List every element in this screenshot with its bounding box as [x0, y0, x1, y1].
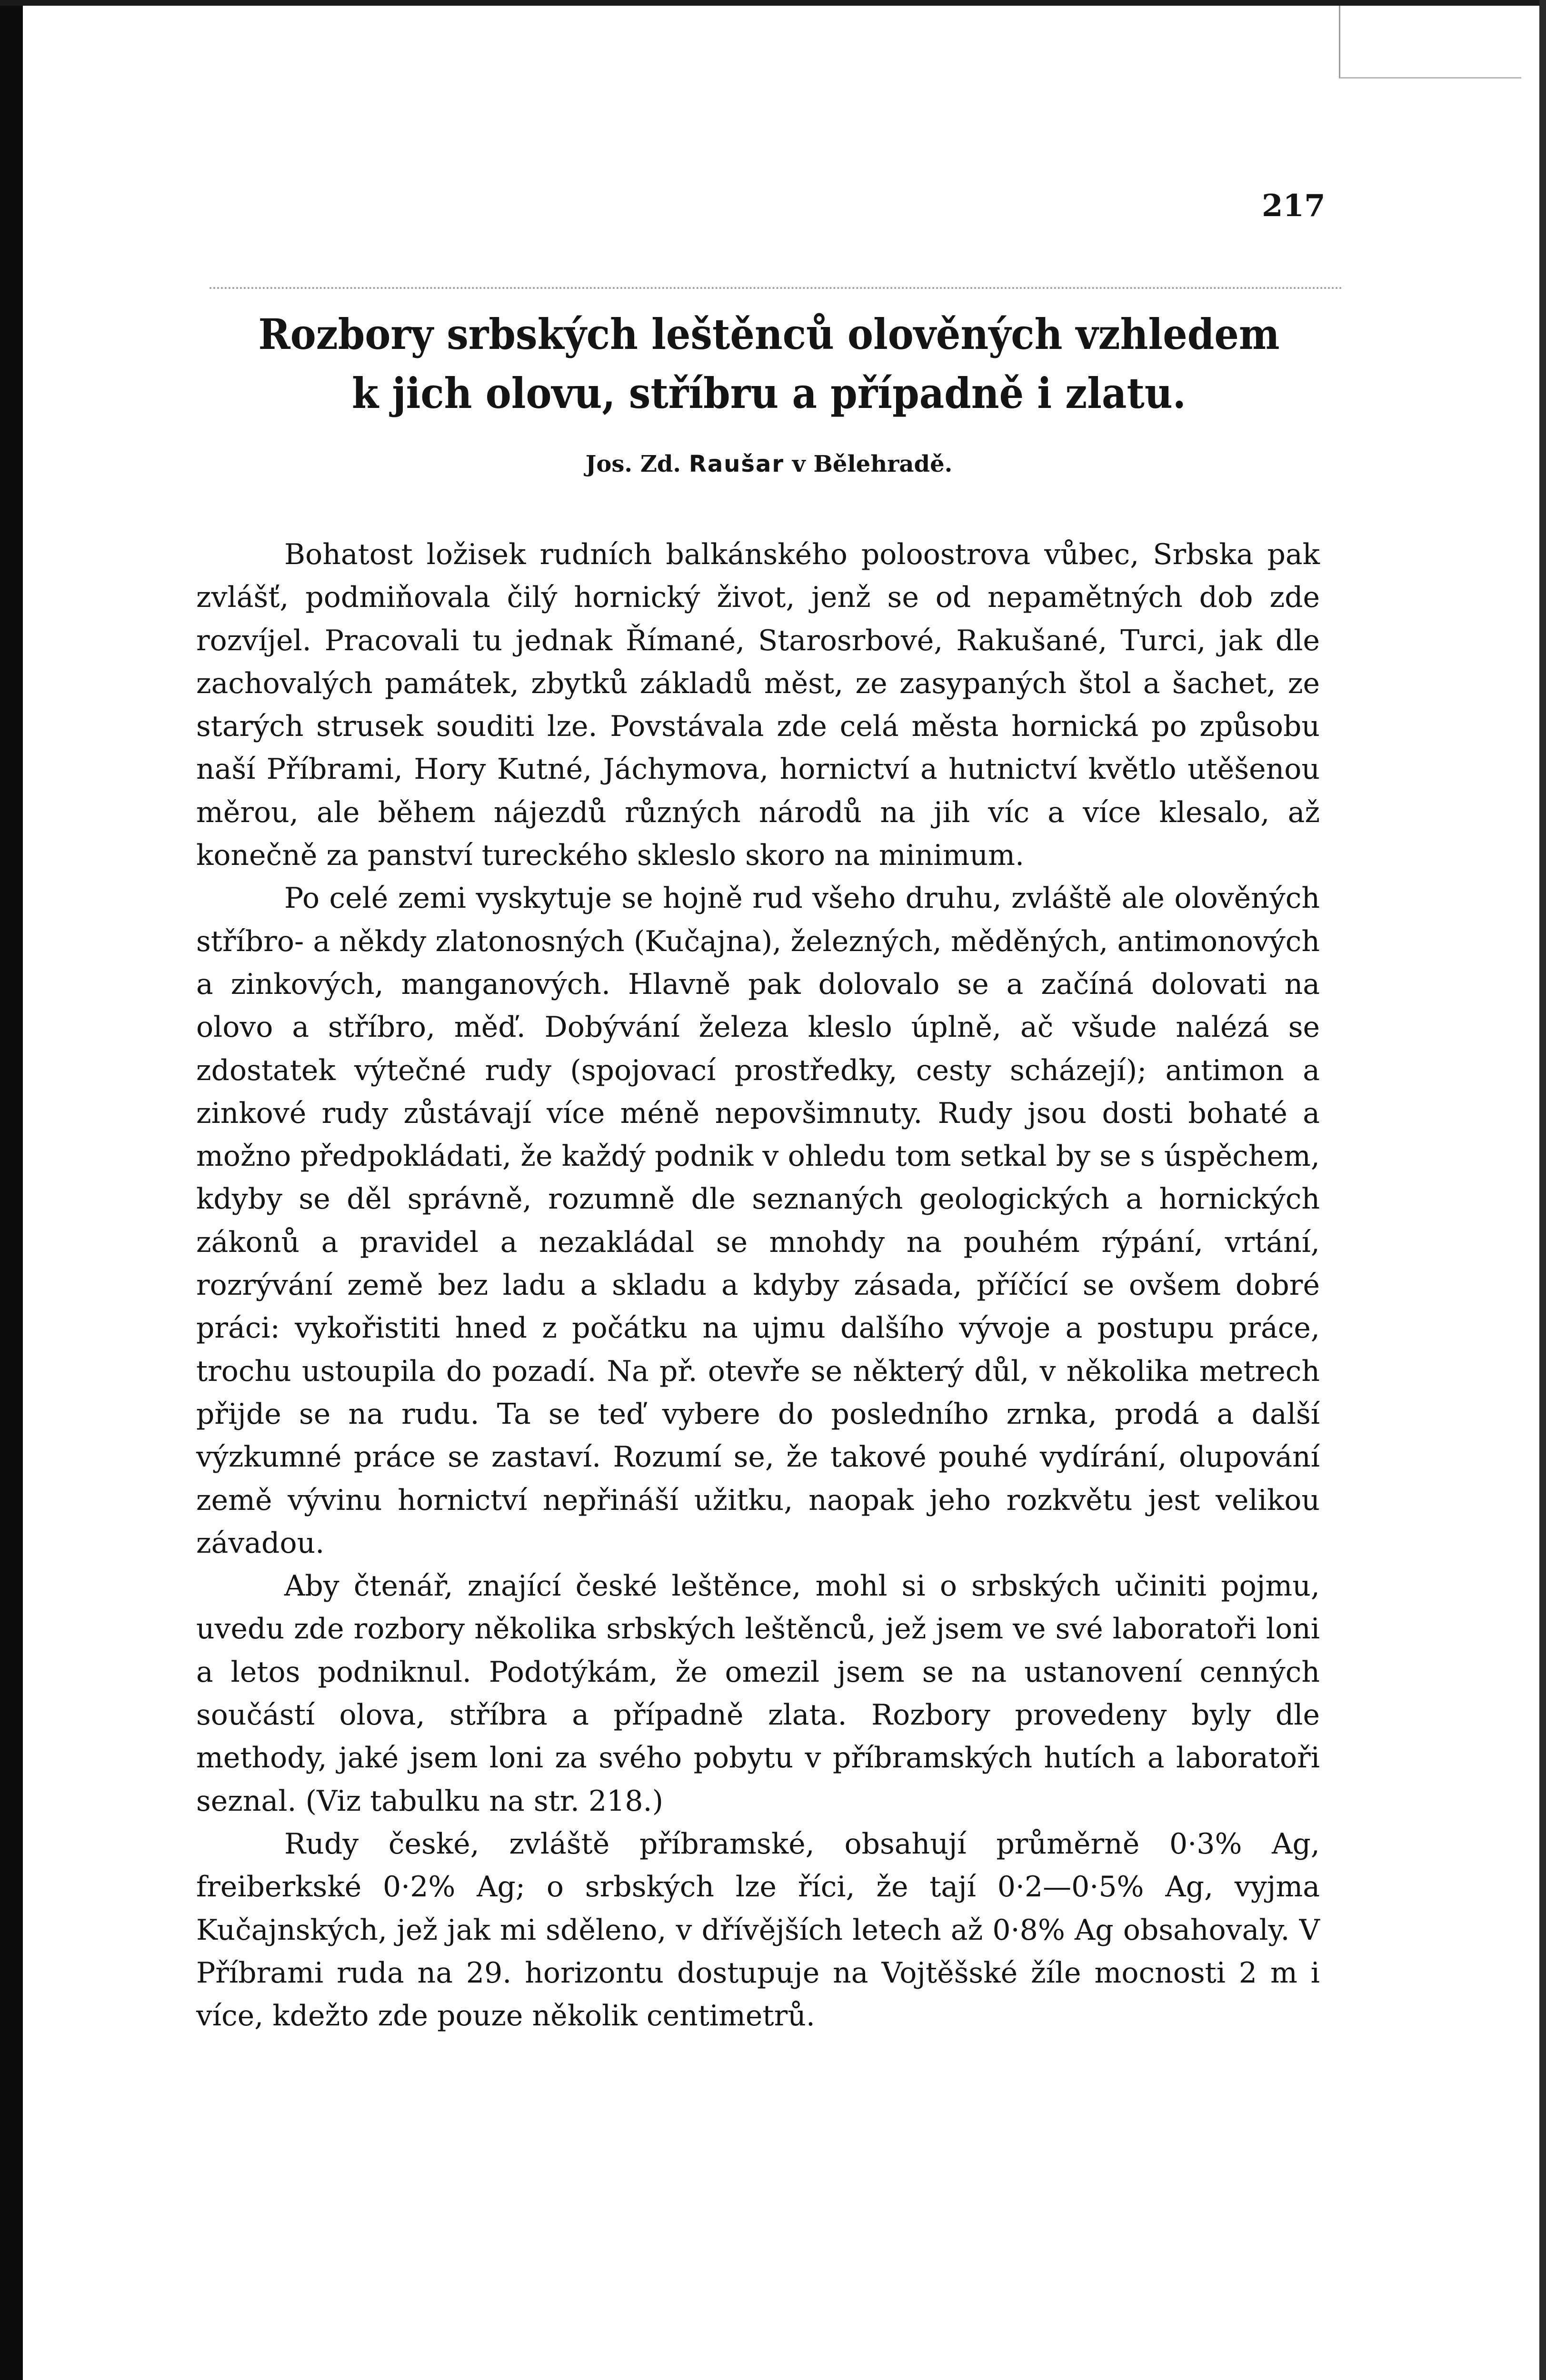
author-location: v Bělehradě. [792, 451, 953, 477]
scan-bleed-box [1339, 6, 1521, 79]
scan-edge-top [0, 0, 1546, 6]
author-line [195, 450, 1343, 478]
scan-edge-right [1539, 0, 1546, 2380]
author-name: Raušar [688, 451, 785, 477]
paragraph: Rudy české, zvláště příbramské, obsahují průměrně 0·3% Ag, freiberkské 0·2% Ag; o srbských lze říci, že tají 0·2—0·5% Ag, vyjma Kučajnských, jež jak mi sděleno, v dřívějších letech až 0·8% Ag obsahovaly. V Příbrami ruda na 29. horizontu dostupuje na Vojtěšské žíle mocnosti 2 m i více, kdežto zde pouze několik centimetrů. [196, 1827, 1320, 2033]
header-rule [209, 287, 1343, 289]
paragraph: Bohatost ložisek rudních balkánského poloostrova vůbec, Srbska pak zvlášť, podmiňovala čilý hornický život, jenž se od nepamětných dob zde rozvíjel. Pracovali tu jednak Římané, Starosrbové, Rakušané, Turci, jak dle zachovalých památek, zbytků základů měst, ze zasypaných štol a šachet, ze starých strusek souditi lze. Povstávala zde celá města hornická po způsobu naší Příbrami, Hory Kutné, Jáchymova, hornictví a hutnictví květlo utěšenou měrou, ale během nájezdů různých národů na jih víc a více klesalo, až konečně za panství tureckého skleslo skoro na minimum. [196, 538, 1320, 873]
article-title: Rozbory srbských leštěnců olověných vzhledem k jich olovu, stříbru a případně i zlatu. [258, 309, 1280, 418]
page-number: 217 [1262, 188, 1326, 224]
article-body [196, 533, 1320, 2037]
author-prefix: Jos. Zd. [585, 451, 681, 477]
paragraph: Po celé zemi vyskytuje se hojně rud všeho druhu, zvláště ale olověných stříbro- a někdy zlatonosných (Kučajna), železných, měděných, antimonových a zinkových, manganových. Hlavně pak dolovalo se a začíná dolovati na olovo a stříbro, měď. Dobývání železa kleslo úplně, ač všude nalézá se zdostatek výtečné rudy (spojovací prostředky, cesty scházejí); antimon a zinkové rudy zůstávají více méně nepovšimnuty. Rudy jsou dosti bohaté a možno předpokládati, že každý podnik v ohledu tom setkal by se s úspěchem, kdyby se děl správně, rozumně dle seznaných geologických a hornických zákonů a pravidel a nezakládal se mnohdy na pouhém rýpání, vrtání, rozrývání země bez ladu a skladu a kdyby zásada, příčící se ovšem dobré práci: vykořistiti hned z počátku na ujmu dalšího vývoje a postupu práce, trochu ustoupila do pozadí. Na př. otevře se některý důl, v několika metrech přijde se na rudu. Ta se teď vybere do posledního zrnka, prodá a další výzkumné práce se zastaví. Rozumí se, že takové pouhé vydírání, olupování země vývinu hornictví nepřináší užitku, naopak jeho rozkvětu jest velikou závadou. [196, 882, 1320, 1560]
scan-edge-left [0, 0, 23, 2380]
paragraph: Aby čtenář, znající české leštěnce, mohl si o srbských učiniti pojmu, uvedu zde rozbory několika srbských leštěnců, jež jsem ve své laboratoři loni a letos podniknul. Podotýkám, že omezil jsem se na ustanovení cenných součástí olova, stříbra a případně zlata. Rozbory provedeny byly dle methody, jaké jsem loni za svého pobytu v příbramských hutích a laboratoři seznal. (Viz tabulku na str. 218.) [196, 1569, 1320, 1818]
